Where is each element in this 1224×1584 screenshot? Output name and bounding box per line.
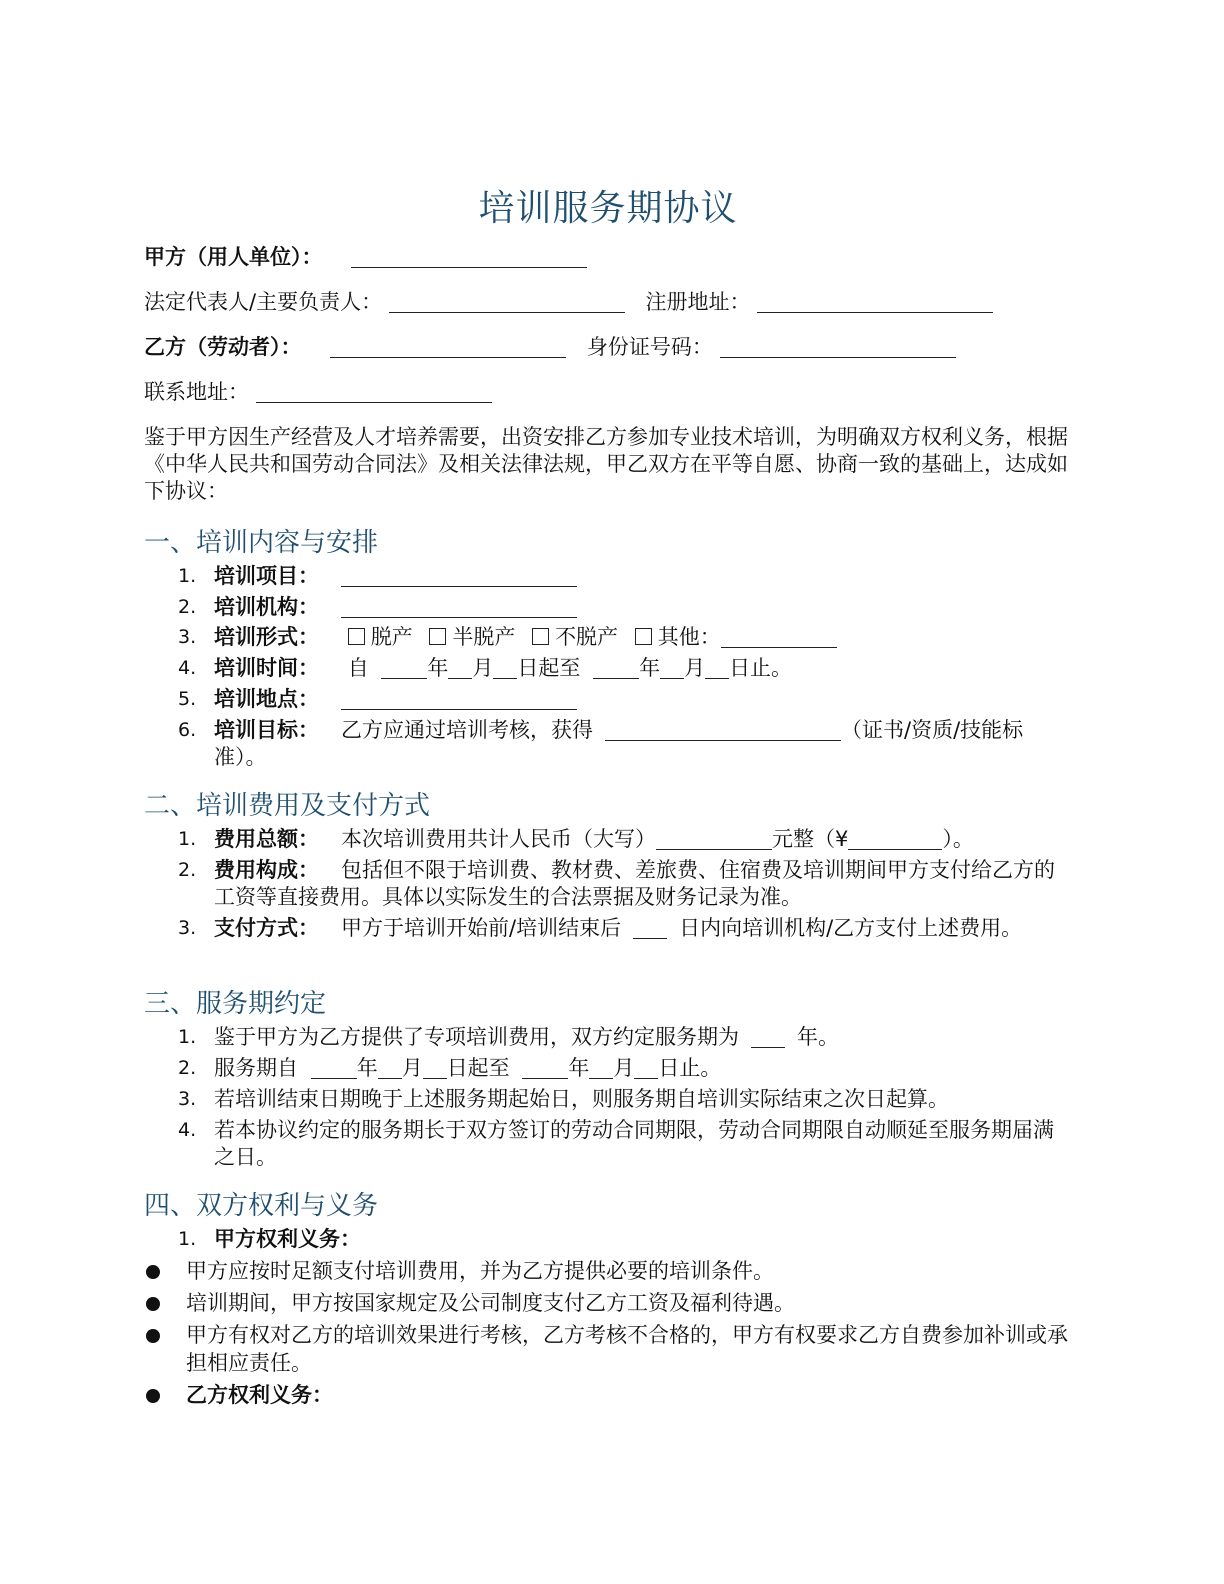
- party-b-row: [144, 333, 956, 361]
- bullet-item: [144, 1381, 1072, 1409]
- list-item: [178, 1226, 1072, 1253]
- item-number: 1.: [178, 1026, 197, 1048]
- service-start-month-blank[interactable]: [378, 1058, 402, 1079]
- section-2-heading: 二、培训费用及支付方式: [144, 791, 431, 821]
- bullet-icon: [146, 1329, 160, 1343]
- item-label: 培训时间：: [214, 656, 319, 680]
- legal-rep-label: 法定代表人/主要负责人：: [144, 290, 383, 314]
- text: ）。: [942, 827, 974, 851]
- text: 日起至: [446, 1056, 510, 1080]
- party-b-blank[interactable]: [330, 337, 566, 358]
- option-label: 脱产: [370, 625, 413, 649]
- service-end-month-blank[interactable]: [589, 1058, 613, 1079]
- checkbox-full-time[interactable]: [348, 628, 365, 645]
- bullet-item: [144, 1257, 1072, 1285]
- list-item: [178, 686, 1072, 713]
- section-4-heading: 四、双方权利与义务: [144, 1191, 379, 1221]
- text: 元整（¥: [772, 827, 849, 851]
- text: 年: [356, 1056, 378, 1080]
- option-label: 半脱产: [452, 625, 516, 649]
- bullet-item: [144, 1289, 1072, 1317]
- item-number: 2.: [178, 859, 197, 881]
- start-year-blank[interactable]: [381, 658, 427, 679]
- text: 服务期自: [214, 1056, 298, 1080]
- bullet-item: [144, 1321, 1072, 1377]
- item-label: 费用构成：: [214, 858, 319, 882]
- text: 鉴于甲方为乙方提供了专项培训费用，双方约定服务期为: [214, 1025, 739, 1049]
- item-number: 1.: [178, 1228, 197, 1250]
- text: 月: [613, 1056, 635, 1080]
- bullet-text: 甲方有权对乙方的培训效果进行考核，乙方考核不合格的，甲方有权要求乙方自费参加补训或承担相应责任。: [186, 1323, 1068, 1375]
- item-number: 6.: [178, 719, 197, 741]
- text: 自: [347, 656, 369, 680]
- id-blank[interactable]: [720, 337, 956, 358]
- training-location-blank[interactable]: [341, 689, 577, 710]
- item-label: 培训机构：: [214, 595, 319, 619]
- amount-words-blank[interactable]: [656, 829, 772, 850]
- service-years-blank[interactable]: [751, 1027, 785, 1048]
- list-item: [178, 655, 1072, 682]
- item-number: 3.: [178, 1088, 197, 1110]
- training-project-blank[interactable]: [341, 566, 577, 587]
- other-form-blank[interactable]: [721, 627, 837, 648]
- list-item: [178, 915, 1072, 942]
- text: 本次培训费用共计人民币（大写）: [341, 827, 656, 851]
- list-item: [178, 563, 1072, 590]
- text: 若本协议约定的服务期长于双方签订的劳动合同期限，劳动合同期限自动顺延至服务期届满之日。: [214, 1118, 1054, 1169]
- end-day-blank[interactable]: [705, 658, 729, 679]
- contact-blank[interactable]: [256, 382, 492, 403]
- item-number: 2.: [178, 596, 197, 618]
- section-1-heading: 一、培训内容与安排: [144, 528, 379, 558]
- list-item: [178, 857, 1072, 911]
- list-item: [178, 1055, 1072, 1082]
- document-title: 培训服务期协议: [478, 188, 738, 229]
- text: 日起至: [517, 656, 581, 680]
- item-number: 2.: [178, 1057, 197, 1079]
- option-label: 其他：: [657, 625, 721, 649]
- text: 日止。: [658, 1056, 722, 1080]
- item-number: 5.: [178, 688, 197, 710]
- checkbox-half-time[interactable]: [429, 628, 446, 645]
- text: （证书/资质/技能标准）。: [214, 718, 1024, 769]
- bullet-text: 甲方应按时足额支付培训费用，并为乙方提供必要的培训条件。: [186, 1259, 774, 1283]
- text: 乙方应通过培训考核，获得: [341, 718, 593, 742]
- text: 年。: [797, 1025, 839, 1049]
- text: 年: [568, 1056, 590, 1080]
- text: 若培训结束日期晚于上述服务期起始日，则服务期自培训实际结束之次日起算。: [214, 1087, 949, 1111]
- bullet-icon: [146, 1265, 160, 1279]
- training-institution-blank[interactable]: [341, 597, 577, 618]
- list-item: [178, 1117, 1072, 1171]
- party-a-blank[interactable]: [351, 247, 587, 268]
- party-a-row: [144, 243, 587, 271]
- list-item: [178, 717, 1072, 771]
- checkbox-other[interactable]: [635, 628, 652, 645]
- item-label: 培训地点：: [214, 687, 319, 711]
- item-label: 培训目标：: [214, 718, 319, 742]
- certificate-blank[interactable]: [605, 720, 841, 741]
- bullet-icon: [146, 1297, 160, 1311]
- service-start-day-blank[interactable]: [423, 1058, 447, 1079]
- service-start-year-blank[interactable]: [311, 1058, 357, 1079]
- list-item: [178, 1086, 1072, 1113]
- text: 年: [427, 656, 449, 680]
- text: 月: [684, 656, 706, 680]
- service-end-day-blank[interactable]: [634, 1058, 658, 1079]
- legal-rep-row: [144, 288, 993, 316]
- item-number: 3.: [178, 917, 197, 939]
- item-label: 培训形式：: [214, 625, 319, 649]
- list-item: [178, 1024, 1072, 1051]
- section-3-heading: 三、服务期约定: [144, 989, 327, 1019]
- bullet-text: 培训期间，甲方按国家规定及公司制度支付乙方工资及福利待遇。: [186, 1291, 795, 1315]
- payment-days-blank[interactable]: [633, 918, 667, 939]
- party-a-label: 甲方（用人单位）：: [144, 245, 323, 269]
- text: 年: [639, 656, 661, 680]
- option-label: 不脱产: [555, 625, 619, 649]
- text: 甲方于培训开始前/培训结束后: [341, 916, 622, 940]
- service-end-year-blank[interactable]: [522, 1058, 568, 1079]
- contact-row: [144, 378, 492, 406]
- text: 包括但不限于培训费、教材费、差旅费、住宿费及培训期间甲方支付给乙方的工资等直接费用。具体以实际发生的合法票据及财务记录为准。: [214, 858, 1055, 909]
- item-label: 支付方式：: [214, 916, 319, 940]
- list-item: [178, 624, 1072, 651]
- text: 月: [472, 656, 494, 680]
- amount-number-blank[interactable]: [848, 829, 942, 850]
- bullet-text: 乙方权利义务：: [186, 1383, 333, 1407]
- end-month-blank[interactable]: [660, 658, 684, 679]
- list-item: [178, 826, 1072, 853]
- item-number: 1.: [178, 565, 197, 587]
- text: 日止。: [729, 656, 793, 680]
- end-year-blank[interactable]: [593, 658, 639, 679]
- item-number: 3.: [178, 626, 197, 648]
- list-item: [178, 594, 1072, 621]
- bullet-icon: [146, 1389, 160, 1403]
- intro-paragraph: 鉴于甲方因生产经营及人才培养需要，出资安排乙方参加专业技术培训，为明确双方权利义务，根据《中华人民共和国劳动合同法》及相关法律法规，甲乙双方在平等自愿、协商一致的基础上，达成如下协议：: [144, 425, 1068, 503]
- item-number: 1.: [178, 828, 197, 850]
- text: 日内向培训机构/乙方支付上述费用。: [679, 916, 1023, 940]
- reg-address-blank[interactable]: [757, 292, 993, 313]
- contact-label: 联系地址：: [144, 380, 249, 404]
- start-month-blank[interactable]: [448, 658, 472, 679]
- item-label: 甲方权利义务：: [214, 1227, 361, 1251]
- item-number: 4.: [178, 657, 197, 679]
- item-label: 培训项目：: [214, 564, 319, 588]
- id-label: 身份证号码：: [586, 335, 713, 359]
- item-number: 4.: [178, 1119, 197, 1141]
- checkbox-on-job[interactable]: [532, 628, 549, 645]
- text: 月: [401, 1056, 423, 1080]
- start-day-blank[interactable]: [493, 658, 517, 679]
- reg-address-label: 注册地址：: [645, 290, 751, 314]
- legal-rep-blank[interactable]: [389, 292, 625, 313]
- party-b-label: 乙方（劳动者）：: [144, 335, 302, 359]
- item-label: 费用总额：: [214, 827, 319, 851]
